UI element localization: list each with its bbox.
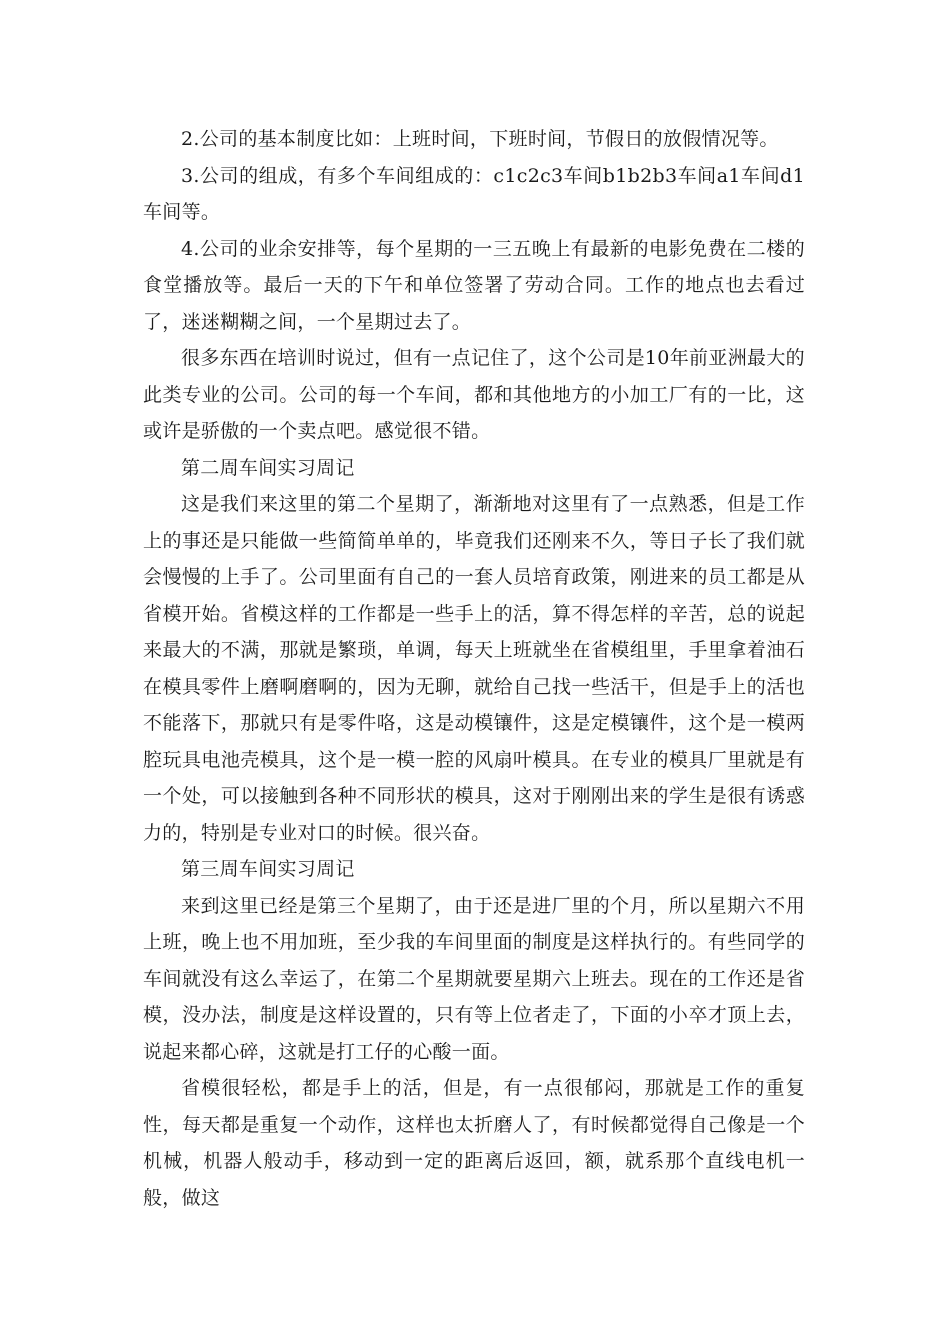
heading-week-three: 第三周车间实习周记 <box>181 858 355 880</box>
paragraph-week-two-body: 这是我们来这里的第二个星期了，渐渐地对这里有了一点熟悉，但是工作上的事还是只能做一些简简单单的，毕竟我们还刚来不久，等日子长了我们就会慢慢的上手了。公司里面有自己的一套人员培育政策，刚进来的员工都是从省模开始。省模这样的工作都是一些手上的活，算不得怎样的辛苦，总的说起来最大的不满，那就是繁琐，单调，每天上班就坐在省模组里，手里拿着油石在模具零件上磨啊磨啊的，因为无聊，就给自己找一些活干，但是手上的活也不能落下，那就只有是零件咯，这是动模镶件，这是定模镶件，这个是一模两腔玩具电池壳模具，这个是一模一腔的风扇叶模具。在专业的模具厂里就是有一个处，可以接触到各种不同形状的模具，这对于刚刚出来的学生是很有诱惑力的，特别是专业对口的时候。很兴奋。 <box>143 493 805 844</box>
paragraph-training-notes: 很多东西在培训时说过，但有一点记住了，这个公司是10年前亚洲最大的此类专业的公司。公司的每一个车间，都和其他地方的小加工厂有的一比，这或许是骄傲的一个卖点吧。感觉很不错。 <box>143 347 805 442</box>
paragraph-company-workshops: 3.公司的组成，有多个车间组成的：c1c2c3车间b1b2b3车间a1车间d1车间等。 <box>143 164 805 223</box>
paragraph-company-leisure: 4.公司的业余安排等，每个星期的一三五晚上有最新的电影免费在二楼的食堂播放等。最后一天的下午和单位签署了劳动合同。工作的地点也去看过了，迷迷糊糊之间，一个星期过去了。 <box>143 237 805 333</box>
document-body <box>143 121 805 1216</box>
paragraph-company-rules: 2.公司的基本制度比如：上班时间，下班时间，节假日的放假情况等。 <box>181 128 779 150</box>
heading-week-two: 第二周车间实习周记 <box>181 456 355 479</box>
paragraph-week-three-body: 来到这里已经是第三个星期了，由于还是进厂里的个月，所以星期六不用上班，晚上也不用加班，至少我的车间里面的制度是这样执行的。有些同学的车间就没有这么幸运了，在第二个星期就要星期六上班去。现在的工作还是省模，没办法，制度是这样设置的，只有等上位者走了，下面的小卒才顶上去，说起来都心碎，这就是打工仔的心酸一面。 <box>143 894 805 1063</box>
paragraph-polishing-work: 省模很轻松，都是手上的活，但是，有一点很郁闷，那就是工作的重复性，每天都是重复一个动作，这样也太折磨人了，有时候都觉得自己像是一个机械，机器人般动手，移动到一定的距离后返回，额，就系那个直线电机一般，做这 <box>143 1077 805 1209</box>
